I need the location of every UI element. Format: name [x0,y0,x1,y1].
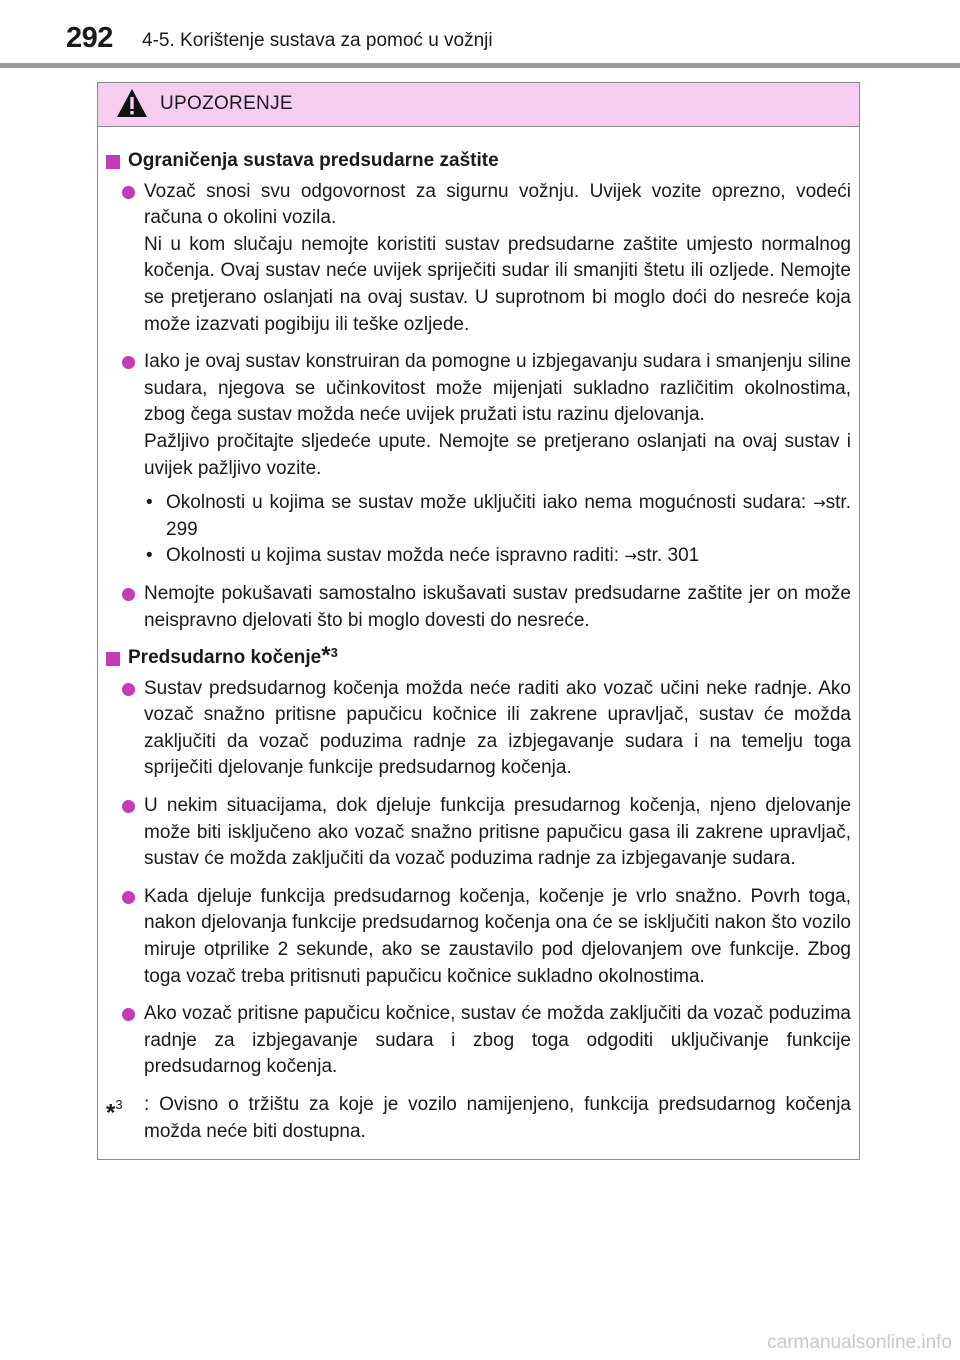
list-item [106,676,851,782]
dot-bullet-icon: • [146,545,153,567]
footnote-number: 3 [115,1097,123,1112]
page-reference: str. 299 [166,492,851,540]
page-reference: str. 301 [636,545,700,567]
warning-triangle-icon [116,88,148,118]
footnote-number: 3 [330,645,338,661]
list-item [106,1001,851,1081]
page-number: 292 [66,22,113,54]
header-rule [0,63,960,68]
list-item [106,884,851,990]
chapter-title: 4-5. Korištenje sustava za pomoć u vožnji [142,30,493,51]
round-bullet-icon [122,683,135,696]
warning-body [98,127,859,1145]
list-item [106,793,851,873]
round-bullet-icon [122,1008,135,1021]
round-bullet-icon [122,356,135,369]
sub-list-item [144,543,851,570]
paragraph: U nekim situacijama, dok djeluje funkcija presudarnog kočenja, njeno djelovanje može biti isključeno ako vozač snažno pritisne papučicu gasa ili zakrene upravljač, sustav će možda zaključiti da vozač poduzima radnje za izbjegavanje sudara. [144,795,851,870]
sub-list-item [144,490,851,543]
footnote-text: : Ovisno o tržištu za koje je vozilo namijenjeno, funkcija predsudarnog kočenja možda neće biti dostupna. [144,1094,851,1142]
paragraph: Ni u kom slučaju nemojte koristiti sustav predsudarne zaštite umjesto normalnog kočenja. Ovaj sustav neće uvijek spriječiti sudar ili smanjiti štetu ili ozljede. Nemojte se pretjerano oslanjati na ovaj sustav. U suprotnom bi moglo doći do nesreće koja može izazvati pogibiju ili teške ozljede. [144,233,851,335]
paragraph: Vozač snosi svu odgovornost za sigurnu vožnju. Uvijek vozite oprezno, vodeći računa o okolini vozila. [144,180,851,229]
round-bullet-icon [122,800,135,813]
sub-list-text: Okolnosti u kojima sustav možda neće ispravno raditi: [166,545,620,567]
paragraph: Ako vozač pritisne papučicu kočnice, sustav će možda zaključiti da vozač poduzima radnje za izbjegavanje sudara i zbog toga odgoditi uključivanje funkcije predsudarnog kočenja. [144,1003,851,1078]
page-header [0,0,960,70]
square-bullet-icon [106,652,120,666]
footnote-star: * [321,642,331,670]
arrow-icon: → [813,494,826,513]
footnote-mark [106,1092,123,1127]
square-bullet-icon [106,155,120,169]
warning-header [98,83,859,127]
round-bullet-icon [122,891,135,904]
warning-title: UPOZORENJE [160,93,293,114]
section-title [106,148,851,175]
list-item [106,349,851,570]
sub-list [144,490,851,570]
paragraph: Pažljivo pročitajte sljedeće upute. Nemojte se pretjerano oslanjati na ovaj sustav i uvijek pažljivo vozite. [144,430,851,479]
arrow-icon: → [624,547,637,566]
section-title-text: Predsudarno kočenje [128,647,322,669]
paragraph: Kada djeluje funkcija predsudarnog kočenja, kočenje je vrlo snažno. Povrh toga, nakon djelovanja funkcije predsudarnog kočenja ona će se isključiti nakon što vozilo miruje otprilike 2 sekunde, ako se zaustavilo pod djelovanjem ove funkcije. Zbog toga vozač treba pritisnuti papučicu kočnice sukladno okolnostima. [144,885,851,987]
paragraph: Nemojte pokušavati samostalno iskušavati sustav predsudarne zaštite jer on može neispravno djelovati što bi moglo dovesti do nesreće. [144,582,851,631]
section-title [106,642,851,672]
sub-list-text: Okolnosti u kojima se sustav može uključiti iako nema mogućnosti sudara: [166,492,807,514]
list-item [106,581,851,634]
round-bullet-icon [122,588,135,601]
footnote-star: * [106,1099,116,1127]
footnote [106,1092,851,1145]
section-title-text: Ograničenja sustava predsudarne zaštite [128,150,499,171]
warning-box [97,82,860,1160]
watermark-text: carmanualsonline.info [767,1332,952,1353]
round-bullet-icon [122,186,135,199]
dot-bullet-icon: • [146,492,153,514]
paragraph: Iako je ovaj sustav konstruiran da pomogne u izbjegavanju sudara i smanjenju siline sudara, njegova se učinkovitost može mijenjati sukladno različitim okolnostima, zbog čega sustav možda neće uvijek pružati istu razinu djelovanja. [144,351,851,426]
paragraph: Sustav predsudarnog kočenja možda neće raditi ako vozač učini neke radnje. Ako vozač snažno pritisne papučicu kočnice ili zakrene upravljač, sustav će možda zaključiti da vozač poduzima radnje za izbjegavanje sudara i na temelju toga spriječiti djelovanje funkcije predsudarnog kočenja. [144,677,851,779]
list-item [106,179,851,339]
